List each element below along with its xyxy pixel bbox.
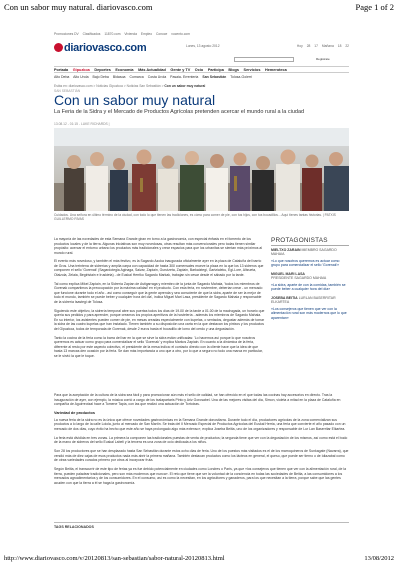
- weather-label: Mañana: [321, 44, 334, 48]
- protagonist-role: LURLAN BASERRITAR ELKARTEA: [271, 295, 336, 305]
- print-footer: [0, 552, 400, 566]
- article-paragraph: Según Beitia, el transcurrir de este tipo de ferias ya es fue debido potencialmente en ciudades como Londres o París, ya que «los consejeros que tienen que ver con la alimentación rural, de la tierra, pueden paladear tradicionales, pero son más modernos que nunca». El reto que tiene que ser la voluntad de la conciencia en todas las sociedades de Beitia, a las consumidores a los mercados agroalimentarios y de los consumidores. En el consumo, así es como la necesitan, en los agricultores y ganaderos, para los que necesitan a la tierra, porque sabe que las gentes acuden con que la tierra a él se haga la gastronomía.: [54, 467, 346, 485]
- crowd-photo-image: [54, 128, 349, 211]
- search-row: [54, 57, 349, 63]
- current-date: Lunes, 13 agosto 2012: [186, 44, 220, 48]
- sidebar-title: PROTAGONISTAS: [271, 237, 349, 246]
- protagonist-role: MIEMBRO SAGARDO MAHAIA: [271, 247, 337, 256]
- protagonist-name: MIELTXO ZARAIN: [271, 247, 301, 252]
- topbar-link[interactable]: vocento.com: [171, 32, 190, 36]
- subnav-item[interactable]: Comarca: [129, 75, 144, 79]
- protagonist-name: MIGUEL MARI LASA: [271, 271, 305, 276]
- article-page: [54, 30, 349, 535]
- article-paragraph: Tal como explica Mikel Zapiain, en la Sidrería Zapian de Astigarraga y miembro de la junta de Sagardo Mahaia, 'todos los miembros de Gorenak compartimos la preocupación por la máxima calidad' en el producto. Con esta feria, en noviembre, deberían crear - un mercado que funcione durante todo el año - así como conseguir que la gente aprenda y sea consciente de que la sidra, aparte de ser la mejor de todo el mundo, también se puede beber y cualquier hora del día', indica Miguel Mari Lasa, presidente de Sagardo Mahaia y responsable de la sidrería Isastegi de Tolosa.: [54, 281, 263, 304]
- subnav-item[interactable]: Costa Urola: [147, 75, 167, 79]
- nav-item-blogs[interactable]: Blogs: [228, 68, 239, 72]
- protagonist-item: [271, 272, 349, 292]
- nav-item-ocio[interactable]: Ocio: [194, 68, 204, 72]
- search-input[interactable]: [234, 57, 294, 62]
- article-paragraph: Siguiendo este objetivo, la sidrería temporal abre sus puertas todos los días de 19.00 de la tarde a 01.00 de la madrugada, un horario que quería sus pedidos y para aprender, porque creamos los propios aperitivos de la hostelería - además los miembros de Sagardo Mahaia. En su interior, los asistentes pueden comer de pie, en mesas creadas especialmente con kupelas, o sentados, degustar además de tomar la sidra de las cuatro kupelas que han instalado. Tienen también a su disposición una carta en la que destacan los pintxos y los productos del Gipuzkoa, todos de temporada de Gorenak, desde 2 euros hasta el bocadillo de lomo del cerdo y una degustación.: [54, 308, 265, 331]
- register-link[interactable]: Registrate: [316, 57, 330, 61]
- nav-item-deportes[interactable]: Deportes: [94, 68, 111, 72]
- print-page-number: Page 1 of 2: [355, 2, 394, 12]
- protagonist-quote: «La sidra, aparte de con la comidas, también se puede beber a cualquier hora del día»: [271, 282, 346, 292]
- article-byline: 13.08.12 - 01:15 - LUKE RICHARDS |: [54, 122, 110, 126]
- section-heading: Variedad de productos: [54, 410, 95, 415]
- photo-caption: Cuidados. Una señora en último término de la ciudad, con todo lo que tienen las tradiciones, es cómo para comer de pie, con tus hijos, con tus bocadillos... Aquí tienes tantas historias. | PATXIS GUILLERMO RIVAS: [54, 213, 336, 222]
- print-date: 13/08/2012: [364, 555, 394, 562]
- subnav-item[interactable]: Bajo Deba: [92, 75, 109, 79]
- topbar-link[interactable]: Clasificados: [82, 32, 101, 36]
- nav-item-servicios[interactable]: Servicios: [243, 68, 261, 72]
- section-label: SAN SEBASTIÁN: [54, 89, 81, 93]
- related-tags-heading: TAGS RELACIONADOS: [54, 522, 349, 529]
- subnav-item[interactable]: Tolosa-Goierri: [230, 75, 253, 79]
- article-body-full: [54, 393, 349, 489]
- nav-item-gente-tv[interactable]: Gente y TV: [170, 68, 191, 72]
- print-page-title: Con un sabor muy natural. diariovasco.com: [4, 2, 153, 12]
- nav-item-participa[interactable]: Participa: [207, 68, 224, 72]
- topbar-link[interactable]: Vivienda: [124, 32, 137, 36]
- subnav-item[interactable]: Bidasoa: [112, 75, 126, 79]
- topbar-link[interactable]: 11870.com: [104, 32, 121, 36]
- nav-item-portada[interactable]: Portada: [54, 68, 69, 72]
- topbar-link[interactable]: Empleo: [140, 32, 153, 36]
- nav-item-mas-actualidad[interactable]: Más Actualidad: [138, 68, 166, 72]
- article-paragraph: El evento más novedoso, y también el más festivo, es la Sagardo Azoka inaugurada oficialmente ayer en la plaza de Cataluña del barrio de Gros. Una treintena de sidrerías y amplia carpa con capacidad de hasta 300 comensales mueve la plaza en la que los 13 sidreros que componen el sello 'Gorenak' (Sagardotegia Aginaga, Saizar, Zapiain, Gurutzeta, Zapiain, Barkaiztegi, Gartzialeku, Egi-Lore, Altzueta, Olaizola, Zelaia, Begiristain e Iruskieta) - de Euskal Herriko Sagardo Markak, trabajan sin cesar desde el sábado por la tarde.: [54, 259, 264, 277]
- breadcrumb: [54, 84, 349, 88]
- protagonist-item: [271, 248, 349, 268]
- subnav-item[interactable]: Alto Urola: [73, 75, 89, 79]
- protagonist-item: [271, 296, 349, 321]
- weather-value: 28: [306, 44, 311, 48]
- subnav-item[interactable]: Alto Deba: [54, 75, 70, 79]
- site-logo[interactable]: [54, 42, 146, 54]
- weather-label: Hoy: [296, 44, 303, 48]
- main-nav: [54, 66, 349, 73]
- article-lead-column: [54, 237, 266, 362]
- article-photo: [54, 128, 349, 211]
- protagonist-name: JOSEBA BEITIA: [271, 295, 298, 300]
- nav-item-hemeroteca[interactable]: Hemeroteca: [265, 68, 287, 72]
- topbar-link[interactable]: Conoce: [156, 32, 168, 36]
- protagonists-sidebar: [271, 237, 349, 325]
- logo-text: diariovasco.com: [64, 42, 147, 54]
- weather-value: 18: [337, 44, 342, 48]
- top-links-bar: [54, 32, 349, 40]
- topbar-link[interactable]: Promociones DV: [54, 32, 79, 36]
- nav-item-economia[interactable]: Economía: [115, 68, 134, 72]
- weather-value: 17: [314, 44, 318, 48]
- print-header: [0, 0, 400, 14]
- sub-nav: [54, 74, 349, 80]
- weather-value: 22: [345, 44, 349, 48]
- protagonist-quote: «Lo que nosotros queremos es actuar como grupo para comercializar el sello 'Gorenak'»: [271, 258, 340, 267]
- article-subtitle: La Feria de la Sidra y el Mercado de Productos Agrícolas pretenden acercar el mundo rural a la ciudad: [54, 109, 305, 115]
- article-paragraph: Son 28 los productores que se han desplazado hasta San Sebastián durante estos ocho días de feria. Uno de los puestos más visitados es el de los marroquineros de Sunkagate (Navarra), que vendió más de diez cajas de esos productos nada más abrir la primera mañana. También destacan productos como los lácteos en general, el queso, que puede ser tierno o de Idiazabal como de otras variedades curados primero por otros al incorporar fruta.: [54, 449, 349, 463]
- breadcrumb-current: Con un sabor muy natural: [164, 84, 206, 88]
- weather-widget: [294, 44, 349, 48]
- article-paragraph: La feria está dividida en tres zonas. La primera la componen las tradicionales puestas de venta de productos; la segunda tiene que ver con la degustación de los mismos, así como está el bodo de la mano de sidreros del sello Euskal Labeli y la tercera es una zona de ocio dedicada a los niños.: [54, 435, 348, 445]
- article-paragraph: Para que la aceptación de la cultura de la sidra sea fácil y para promocionar aún más el sello de calidad, se han ofrecido en el que todas las cocinas hay accesorios en directo. Tras la inauguración de ayer, con ejemplo, la música corrió a cargo de los txalapartaris Pinto y Ariz Gorosabel. Una de las mejores visitas del día, Simon, violeta a mitad en la plaza de Cataluña en compañía de Aguirreotzal hace a Tomene Tapia, con las que realizó una actuación de Tortoixas.: [54, 393, 341, 406]
- nav-item-gipuzkoa[interactable]: Gipuzkoa: [72, 68, 90, 72]
- article-headline: Con un sabor muy natural: [54, 92, 216, 108]
- protagonist-quote: «Los consejeros que tienen que ver con la alimentación rural son más modernos que lo que aparentan»: [271, 306, 347, 320]
- subnav-item-san-sebastian[interactable]: San Sebastián: [202, 75, 227, 79]
- masthead: [54, 42, 349, 54]
- protagonist-role: PRESIDENTE SAGARDO MAHAIA: [271, 276, 327, 281]
- print-url: http://www.diariovasco.com/v/20120813/san-sebastian/sabor-natural-20120813.html: [4, 555, 225, 562]
- article-paragraph: La nueva feria de la sidra no es la única que ofrece novedades gastronómicas en la Semana Grande donostiarra. Durante todo el día, productores agrícolas de la zona comercializan sus productos a lo largo de la calle Loiola, junto al mercado de San Martín. Se trata del II Mercado Especial de Productos Agrícolas del Euskal Herria, una feria que convierte el año pasado con un mercado de dos días, cuyo éxito ha hecho que este año se haya prolongado algo más extenso», explica Joseba Beitia, uno de los organizadores y responsable de Lur Lan Baserritar Elkartea.: [54, 417, 346, 431]
- article-paragraph: La mayoría de las novedades de esta Semana Grande giran en torno a la gastronomía, con especial énfasis en el fomento de los productos locales y de la tierra. Algunas iniciativas son muy novedosas, otras resultan más convencionales pero todas tienen similar propósito: acercar el entorno urbano los productos más tradicionales y crear espacios para que los urbanitas se sientan más próximos al mundo rural.: [54, 237, 263, 255]
- breadcrumb-path[interactable]: Estás en: diariovasco.com > Noticias Gipuzkoa > Noticias San Sebastián >: [54, 84, 164, 88]
- logo-mark-icon: [54, 43, 63, 52]
- article-paragraph: Tanto la cocina de la feria como la barra del bar en la que se sirve la sidra están unificadas: 'Lo hacemos así porque lo que nosotros queremos es actuar como grupo para comercializar el sello 'Gorenak' y explica Markos Zapiain. En cuanto a la dinámica de la feria, diferente al resto por este aspecto colectivo, el presidente de la mesa indica: el contacto directo con la cliente hace que la idea de que hasta 13 marcas den ocasión por la feria. Se dan más importancia a uno que a otro, por lo que a seguro no todo una marca en particular, se le sirvió la que le toque.: [54, 335, 263, 358]
- subnav-item[interactable]: Pasaia- Errenteria: [170, 75, 199, 79]
